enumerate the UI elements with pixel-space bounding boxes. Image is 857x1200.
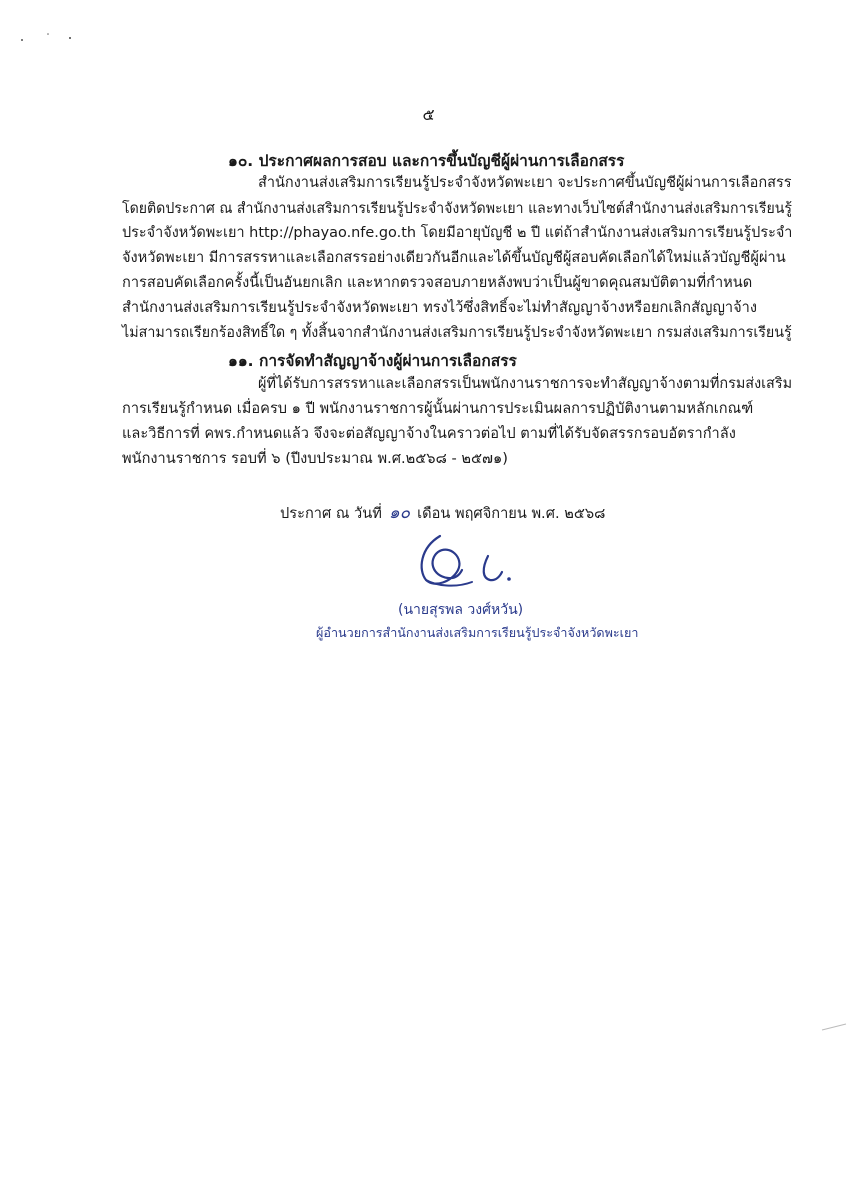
signer-title: ผู้อำนวยการสำนักงานส่งเสริมการเรียนรู้ประจำจังหวัดพะเยา xyxy=(316,625,639,640)
section-10-line: ประจำจังหวัดพะเยา http://phayao.nfe.go.th โดยมีอายุบัญชี ๒ ปี แต่ถ้าสำนักงานส่งเสริมการเรียนรู้ประจำ xyxy=(122,224,793,241)
announcement-day: ๑๐ xyxy=(388,503,411,523)
section-10-heading: ๑๐. ประกาศผลการสอบ และการขึ้นบัญชีผู้ผ่านการเลือกสรร xyxy=(228,152,625,170)
signature-scribble xyxy=(412,530,522,592)
announcement-prefix: ประกาศ ณ วันที่ xyxy=(280,505,382,522)
scan-speck xyxy=(18,28,78,48)
section-11-line: ผู้ที่ได้รับการสรรหาและเลือกสรรเป็นพนักงานราชการจะทำสัญญาจ้างตามที่กรมส่งเสริม xyxy=(258,375,793,392)
section-10-line: ไม่สามารถเรียกร้องสิทธิ์ใด ๆ ทั้งสิ้นจากสำนักงานส่งเสริมการเรียนรู้ประจำจังหวัดพะเยา กรมส่งเสริมการเรียนรู้ xyxy=(122,324,792,341)
announcement-suffix: เดือน พฤศจิกายน พ.ศ. ๒๕๖๘ xyxy=(417,505,606,522)
section-10-line: การสอบคัดเลือกครั้งนี้เป็นอันยกเลิก และหากตรวจสอบภายหลังพบว่าเป็นผู้ขาดคุณสมบัติตามที่กำหนด xyxy=(122,274,753,291)
signer-name: (นายสุรพล วงศ์หวัน) xyxy=(398,602,524,618)
section-10-line: จังหวัดพะเยา มีการสรรหาและเลือกสรรอย่างเดียวกันอีกและได้ขึ้นบัญชีผู้สอบคัดเลือกได้ใหม่แล้วบัญชีผู้ผ่าน xyxy=(122,249,786,266)
section-11-line: พนักงานราชการ รอบที่ ๖ (ปีงบประมาณ พ.ศ.๒๕๖๘ - ๒๕๗๑) xyxy=(122,450,508,467)
section-11-heading: ๑๑. การจัดทำสัญญาจ้างผู้ผ่านการเลือกสรร xyxy=(228,352,517,370)
page-number: ๕ xyxy=(422,105,435,124)
announcement-date xyxy=(280,499,605,526)
section-10-line: สำนักงานส่งเสริมการเรียนรู้ประจำจังหวัดพะเยา ทรงไว้ซึ่งสิทธิ์จะไม่ทำสัญญาจ้างหรือยกเลิกสัญญาจ้าง xyxy=(122,299,757,316)
section-10-line: โดยติดประกาศ ณ สำนักงานส่งเสริมการเรียนรู้ประจำจังหวัดพะเยา และทางเว็บไซต์สำนักงานส่งเสริมการเรียนรู้ xyxy=(122,200,792,217)
section-11-line: และวิธีการที่ คพร.กำหนดแล้ว จึงจะต่อสัญญาจ้างในคราวต่อไป ตามที่ได้รับจัดสรรกรอบอัตรากำลัง xyxy=(122,425,736,442)
section-11-line: การเรียนรู้กำหนด เมื่อครบ ๑ ปี พนักงานราชการผู้นั้นผ่านการประเมินผลการปฏิบัติงานตามหลักเกณฑ์ xyxy=(122,400,754,417)
section-10-line: สำนักงานส่งเสริมการเรียนรู้ประจำจังหวัดพะเยา จะประกาศขึ้นบัญชีผู้ผ่านการเลือกสรร xyxy=(258,174,792,191)
scan-speck xyxy=(820,1020,850,1034)
